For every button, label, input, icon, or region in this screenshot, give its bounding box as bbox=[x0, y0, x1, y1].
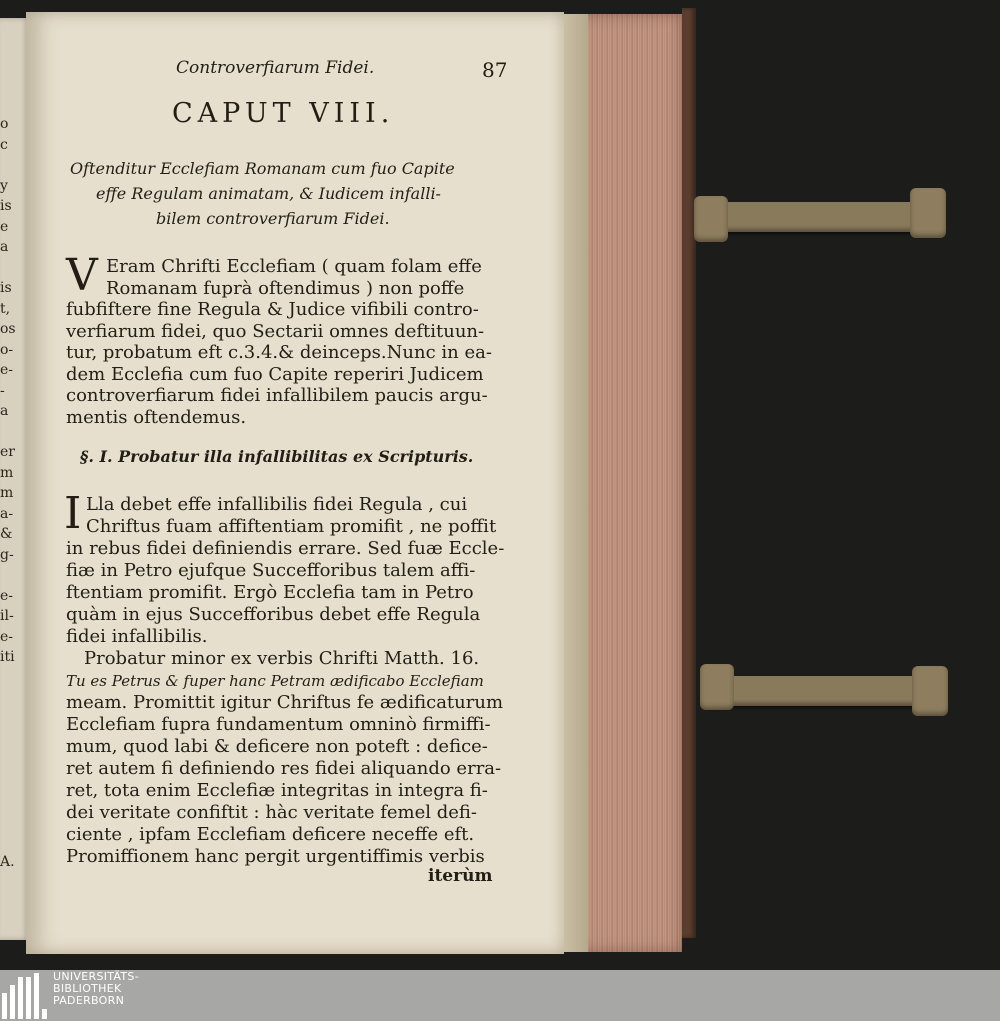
text-line: Ecclefiam fupra fundamentum omninò firmiffi- bbox=[66, 714, 491, 735]
text-line: dei veritate confiftit : hàc veritate femel defi- bbox=[66, 802, 477, 823]
book-cover-edge bbox=[682, 8, 696, 938]
text-line: ret autem fi definiendo res fidei aliquando erra- bbox=[66, 758, 502, 779]
text-line: mum, quod labi & deficere non poteft : defice- bbox=[66, 736, 488, 757]
text-line: Lla debet effe infallibilis fidei Regula , cui bbox=[86, 494, 468, 515]
previous-page-fragment: c bbox=[0, 136, 8, 153]
previous-page-fragment: iti bbox=[0, 649, 15, 665]
text-line: controverfiarum fidei infallibilem paucis argu- bbox=[66, 385, 488, 406]
lower-clasp-hinge bbox=[700, 664, 734, 710]
previous-page-fragment: e bbox=[0, 218, 9, 235]
section-heading: §. I. Probatur illa infallibilitas ex Scripturis. bbox=[80, 447, 474, 466]
text-line: fiæ in Petro ejufque Succefforibus talem affi- bbox=[66, 560, 476, 581]
text-line: ret, tota enim Ecclefiæ integritas in integra fi- bbox=[66, 780, 488, 801]
previous-page-fragment: - bbox=[0, 382, 5, 399]
text-line: Probatur minor ex verbis Chrifti Matth. 16. bbox=[84, 648, 480, 669]
previous-page-fragment: o bbox=[0, 116, 9, 132]
argument-line: bilem controverfiarum Fidei. bbox=[156, 209, 390, 228]
library-name-line-2: BIBLIOTHEK bbox=[53, 982, 122, 995]
previous-page-fragment: e- bbox=[0, 587, 14, 604]
text-line: Chriftus fuam affiftentiam promifit , ne poffit bbox=[86, 516, 497, 537]
previous-page-fragment: o- bbox=[0, 341, 14, 358]
paragraph-1 bbox=[66, 250, 506, 428]
running-head: Controverfiarum Fidei. bbox=[176, 58, 375, 78]
library-name bbox=[53, 971, 139, 1007]
text-line: verfiarum fidei, quo Sectarii omnes deftituun- bbox=[66, 320, 485, 342]
lower-clasp-end bbox=[912, 666, 948, 716]
drop-cap-v: V bbox=[66, 250, 98, 301]
upper-clasp-end bbox=[910, 188, 946, 238]
text-line: ftentiam promifit. Ergò Ecclefia tam in Petro bbox=[66, 582, 474, 603]
lower-clasp bbox=[706, 676, 942, 706]
previous-page-fragment: il- bbox=[0, 608, 14, 624]
previous-page-fragment: e- bbox=[0, 362, 14, 378]
text-line: meam. Promittit igitur Chriftus fe ædificaturum bbox=[66, 692, 504, 713]
library-name-line-3: PADERBORN bbox=[53, 994, 125, 1007]
previous-page-fragment: g- bbox=[0, 546, 14, 563]
previous-page-fragment: os bbox=[0, 321, 16, 337]
chapter-argument bbox=[70, 156, 520, 231]
text-line: fidei infallibilis. bbox=[66, 626, 208, 647]
text-line: Promiffionem hanc pergit urgentiffimis verbis bbox=[66, 846, 485, 867]
upper-clasp bbox=[700, 202, 940, 232]
previous-page-fragment: is bbox=[0, 198, 12, 214]
text-line: Eram Chrifti Ecclefiam ( quam folam effe bbox=[106, 256, 482, 277]
previous-page-fragment: & bbox=[0, 526, 13, 542]
previous-page-fragment: e- bbox=[0, 628, 14, 645]
text-line: fubfiftere fine Regula & Judice vifibili contro- bbox=[66, 299, 479, 320]
previous-page-fragment: m bbox=[0, 464, 14, 481]
text-line: mentis oftendemus. bbox=[66, 406, 247, 428]
text-line: tur, probatum eft c.3.4.& deinceps.Nunc in ea- bbox=[66, 342, 492, 363]
argument-line: effe Regulam animatam, & Iudicem infalli- bbox=[96, 184, 441, 203]
text-line: Romanam fuprà oftendimus ) non poffe bbox=[106, 277, 465, 299]
previous-page-fragment: t, bbox=[0, 300, 11, 317]
previous-page-fragment: m bbox=[0, 485, 14, 501]
paragraph-2 bbox=[64, 488, 506, 868]
page-number: 87 bbox=[482, 58, 508, 82]
previous-page-fragment: a- bbox=[0, 505, 14, 522]
previous-page-fragment: is bbox=[0, 280, 12, 296]
library-logo-icon bbox=[0, 970, 48, 1021]
catchword: iterùm bbox=[428, 866, 493, 886]
previous-page-fragment: A. bbox=[0, 854, 15, 870]
text-line: in rebus fidei definiendis errare. Sed fuæ Eccle- bbox=[66, 538, 505, 559]
text-line: quàm in ejus Succefforibus debet effe Regula bbox=[66, 604, 481, 625]
text-line: dem Ecclefia cum fuo Capite reperiri Judicem bbox=[66, 363, 484, 385]
text-line: Tu es Petrus & fuper hanc Petram ædificabo Ecclefiam bbox=[66, 672, 484, 690]
text-line: ciente , ipfam Ecclefiam deficere neceffe eft. bbox=[66, 824, 475, 845]
previous-page-fragment: y bbox=[0, 177, 8, 194]
upper-clasp-hinge bbox=[694, 196, 728, 242]
drop-cap-i: I bbox=[64, 488, 82, 539]
argument-line: Oftenditur Ecclefiam Romanam cum fuo Capite bbox=[70, 159, 455, 178]
previous-page-fragment: a bbox=[0, 403, 9, 419]
page-block-edge bbox=[564, 14, 682, 952]
library-name-line-1: UNIVERSITÄTS- bbox=[53, 970, 139, 983]
page-block-inner bbox=[564, 14, 588, 952]
previous-page-fragment: er bbox=[0, 444, 15, 460]
library-footer-bar bbox=[0, 970, 1000, 1021]
chapter-title: CAPUT VIII. bbox=[172, 98, 395, 129]
previous-page-fragment: a bbox=[0, 239, 9, 255]
